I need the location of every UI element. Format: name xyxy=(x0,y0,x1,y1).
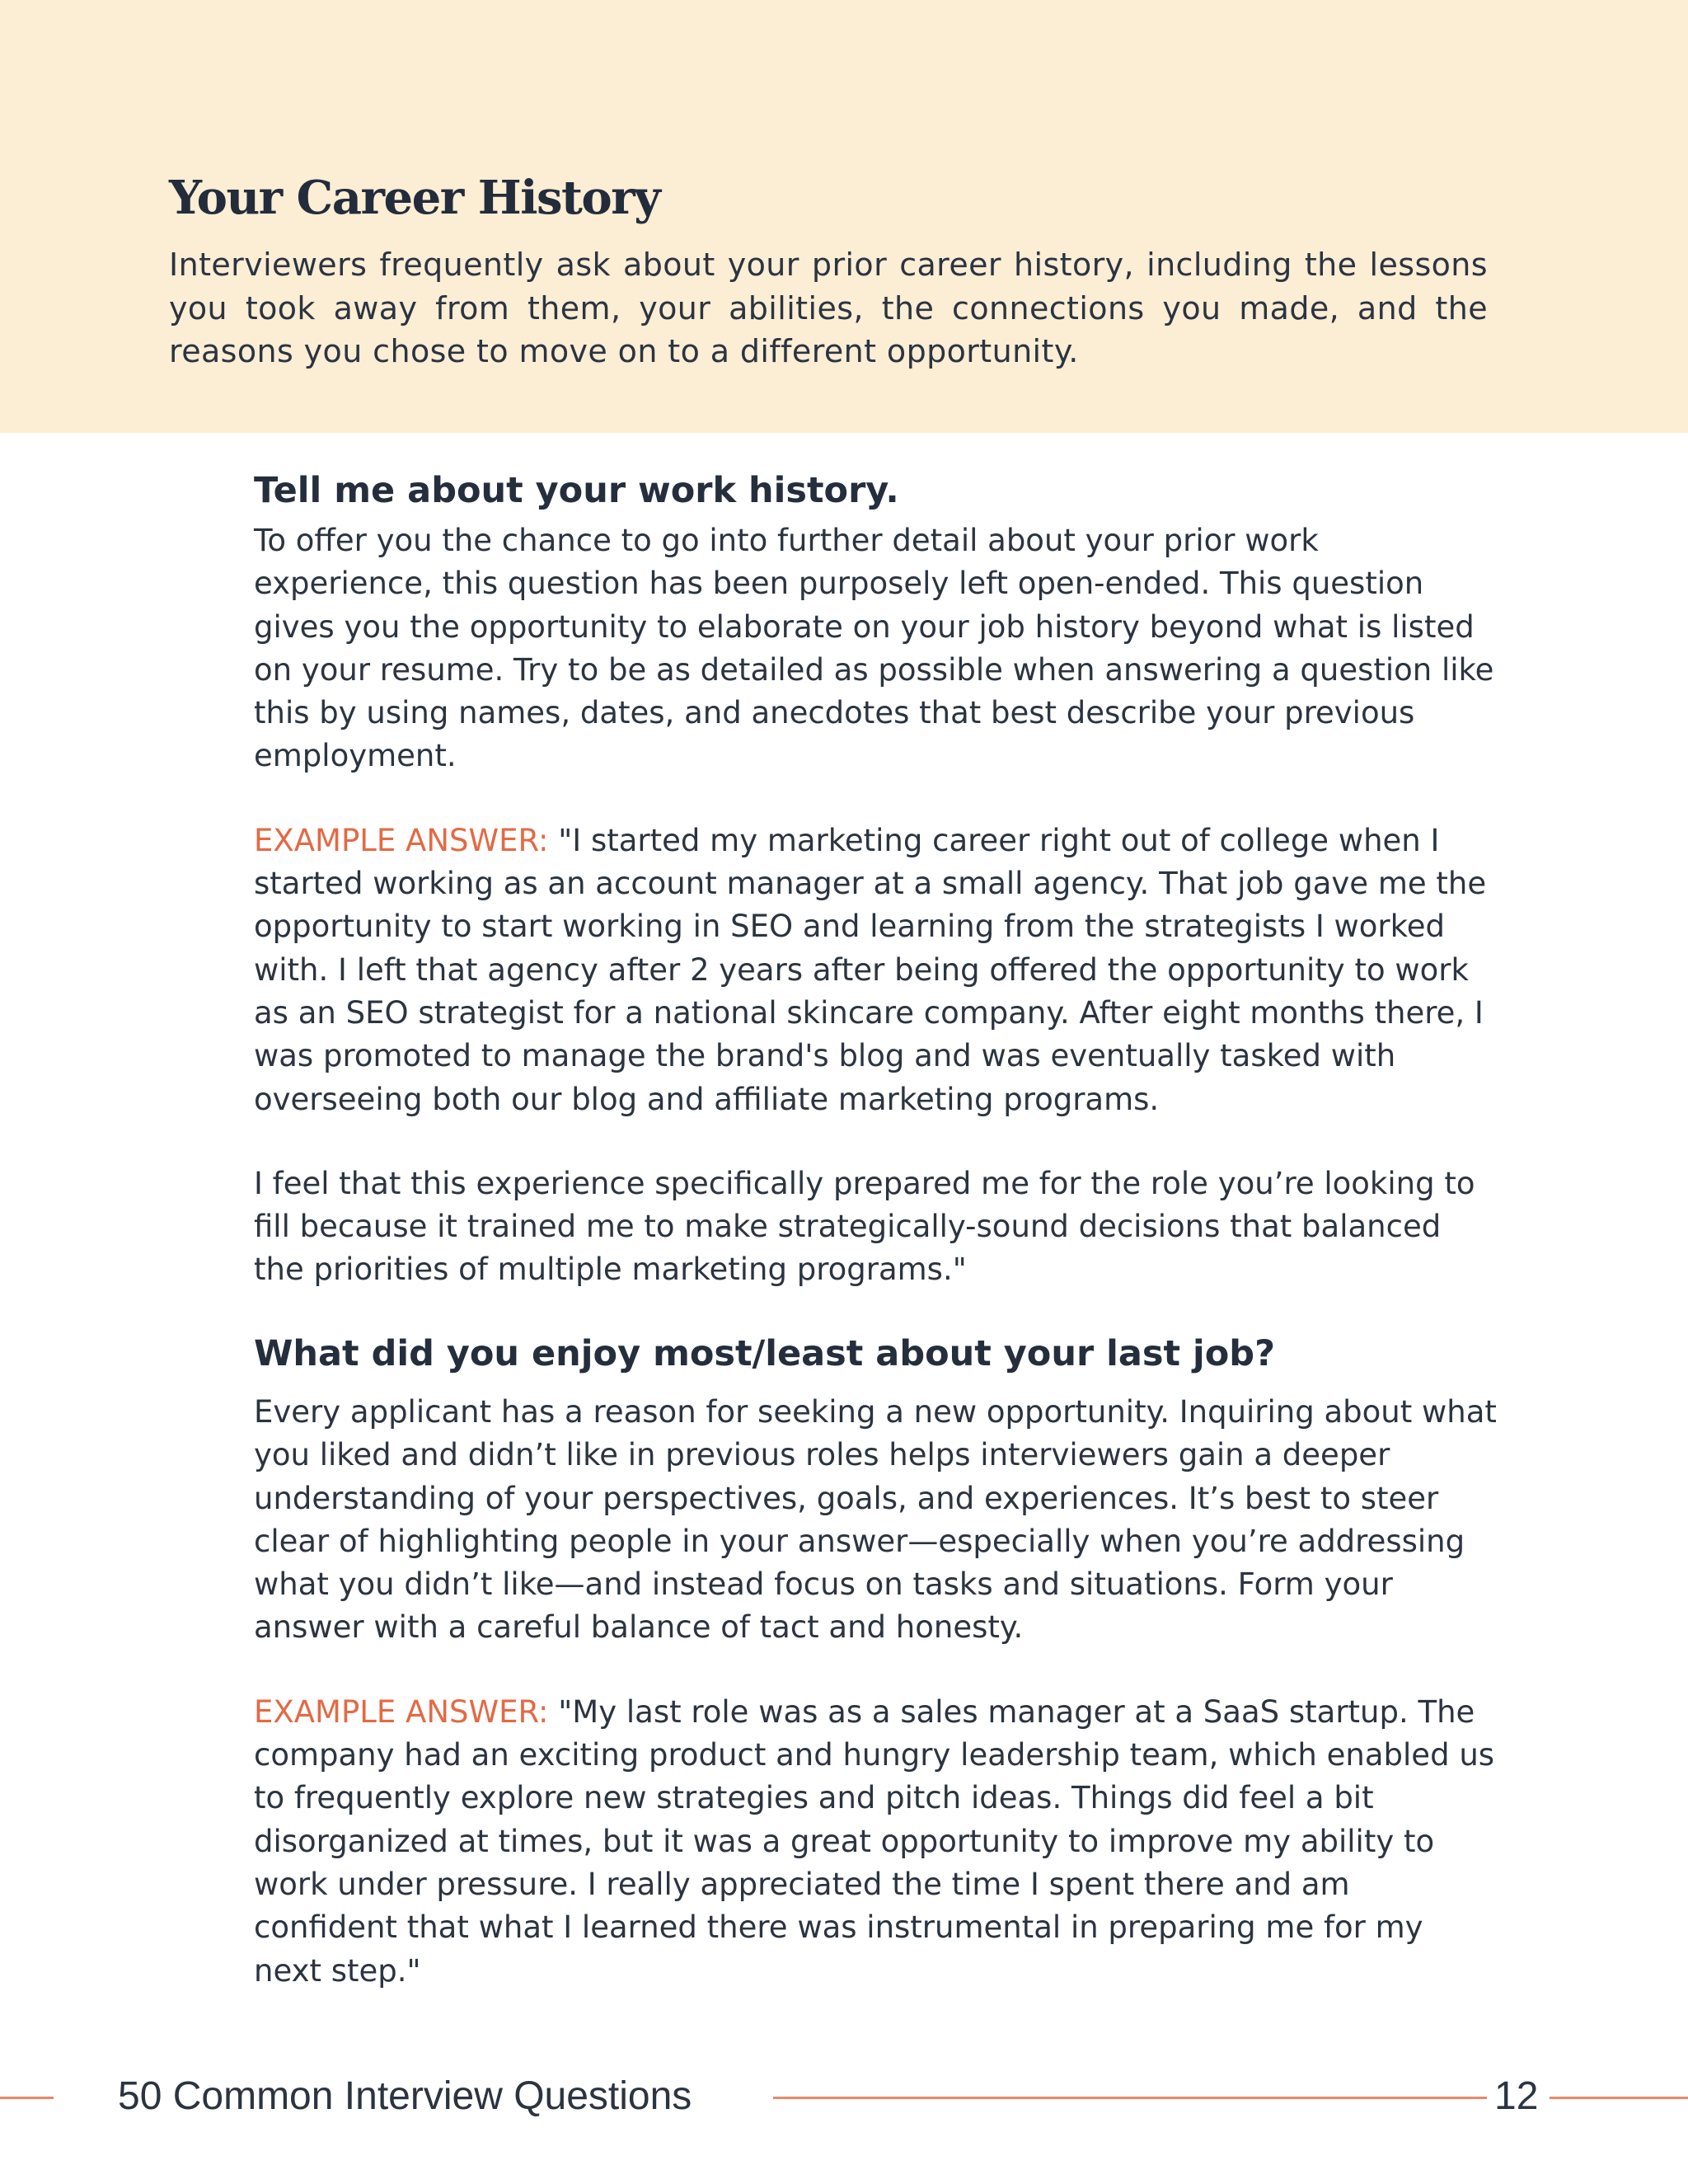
example-answer-text: "My last role was as a sales manager at a SaaS startup. The company had an exciting product and hungry leadership team, which enabled us to frequently explore new strategies and pitch ideas. Things did feel a bit disorganized at times, but it was a great opportunity to improve my ability to work under pressure. I really appreciated the time I spent there and am confident that what I learned there was instrumental in preparing me for my next step." xyxy=(254,1693,1495,1989)
question-description: Every applicant has a reason for seeking a new opportunity. Inquiring about what you liked and didn’t like in previous roles helps interviewers gain a deeper understanding of your perspectives, goals, and experiences. It’s best to steer clear of highlighting people in your answer—especially when you’re addressing what you didn’t like—and instead focus on tasks and situations. Form your answer with a careful balance of tact and honesty. xyxy=(254,1394,1497,1646)
question-description: To offer you the chance to go into further detail about your prior work experience, this question has been purposely left open-ended. This question gives you the opportunity to elaborate on your job history beyond what is listed on your resume. Try to be as detailed as possible when answering a question like this by using names, dates, and anecdotes that best describe your previous employment. xyxy=(254,523,1494,774)
question-heading: What did you enjoy most/least about your last job? xyxy=(254,1333,1276,1374)
example-answer-label: EXAMPLE ANSWER: xyxy=(254,1693,549,1730)
question-section-2 xyxy=(254,1329,1498,1993)
question-heading: Tell me about your work history. xyxy=(254,470,899,511)
page-number: 12 xyxy=(1494,2074,1539,2118)
footer-title: 50 Common Interview Questions xyxy=(118,2074,692,2118)
example-answer-text: "I started my marketing career right out of college when I started working as an account manager at a small agency. That job gave me the opportunity to start working in SEO and learning from the strategists I worked with. I left that agency after 2 years after being offered the opportunity to work as an SEO strategist for a national skincare company. After eight months there, I was promoted to manage the brand's blog and was eventually tasked with overseeing both our blog and affiliate marketing programs. xyxy=(254,822,1487,1117)
footer-rule-middle xyxy=(773,2097,1487,2099)
intro-paragraph: Interviewers frequently ask about your prior career history, including the lessons you took away from them, your abilities, the connections you made, and the reasons you chose to move on to a different opportunity. xyxy=(169,247,1488,369)
example-answer xyxy=(254,1691,1498,1993)
footer-rule-left xyxy=(0,2097,54,2099)
example-answer xyxy=(254,820,1498,1121)
example-answer-continued: I feel that this experience specifically prepared me for the role you’re looking to fill because it trained me to make strategically-sound decisions that balanced the priorities of multiple marketing programs." xyxy=(254,1165,1475,1288)
question-section-1 xyxy=(254,466,1498,1292)
example-answer-label: EXAMPLE ANSWER: xyxy=(254,822,549,858)
footer-rule-right xyxy=(1550,2097,1688,2099)
page-title: Your Career History xyxy=(169,171,660,225)
